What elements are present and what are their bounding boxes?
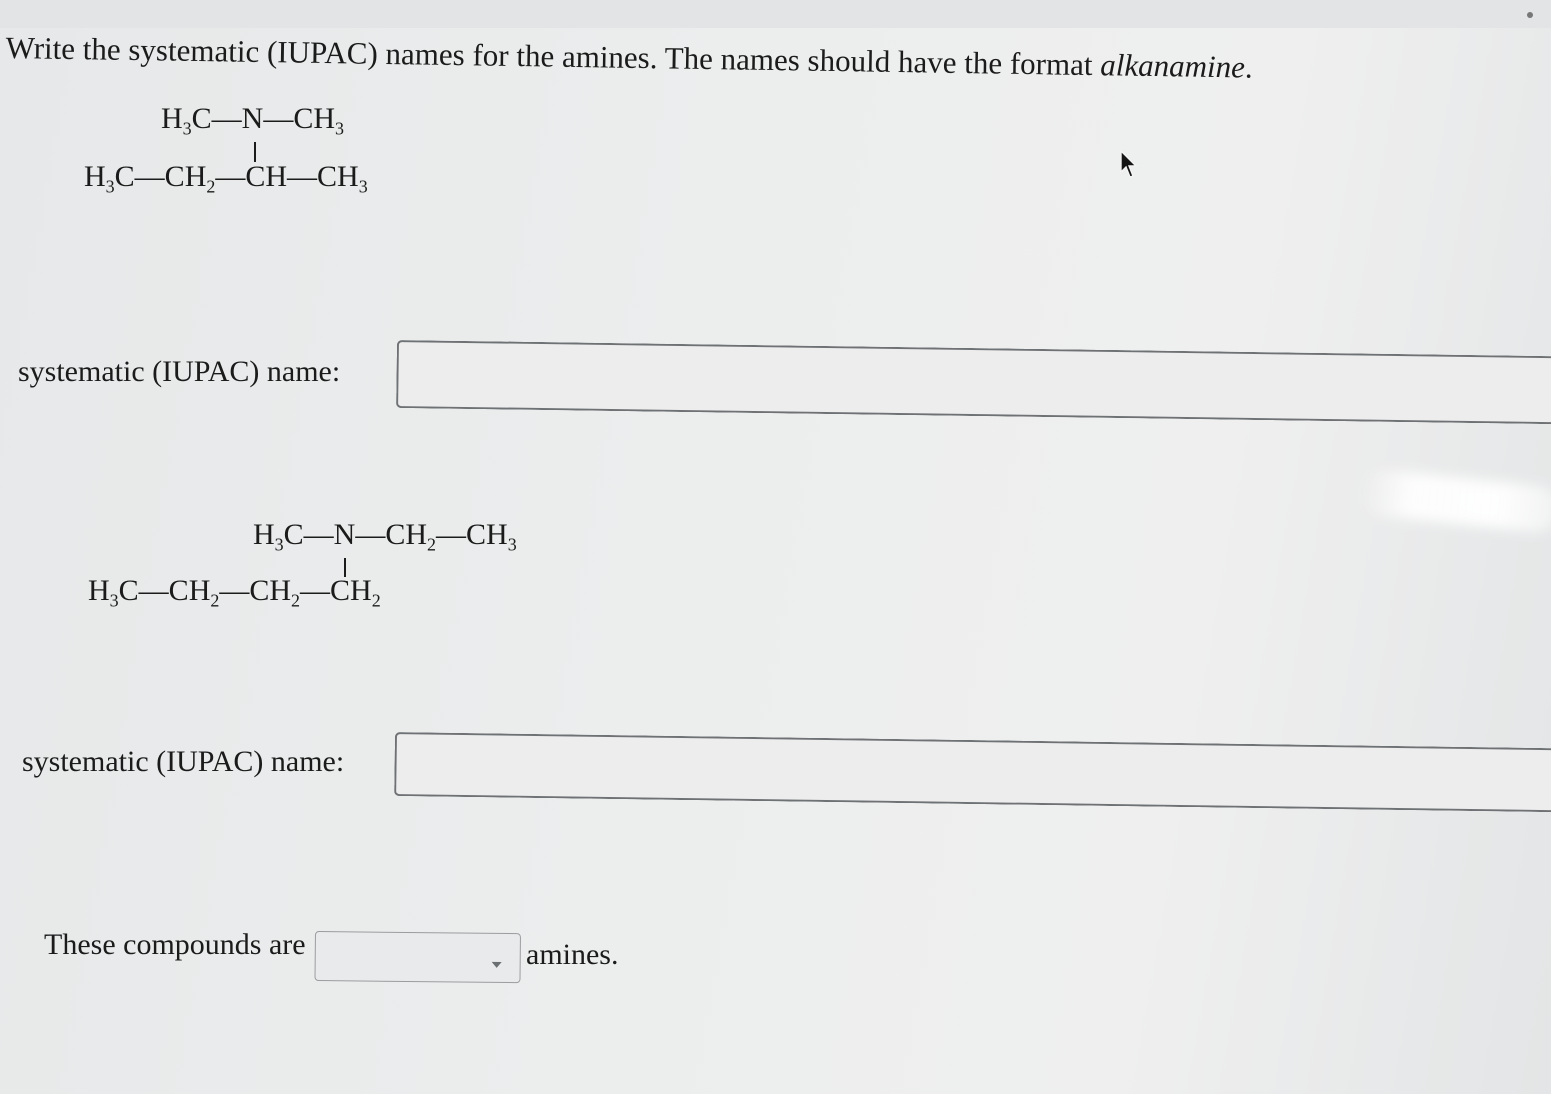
corner-dot <box>1527 12 1533 18</box>
instruction-format: alkanamine <box>1100 47 1246 85</box>
instruction-text: Write the systematic (IUPAC) names for the amines. The names should have the format <box>5 30 1101 83</box>
classification-suffix: amines. <box>526 938 619 971</box>
top-strip <box>0 0 1551 28</box>
compound2-chain-row: $H_3C—CH_2—CH_2—CH_2$ <box>88 574 381 611</box>
compound2-nitrogen-row: $H_3C—N—CH_2—CH_3$ <box>253 518 517 555</box>
classification-prefix: These compounds are <box>44 928 306 961</box>
compound1-vertical-bond <box>254 142 256 162</box>
compound1-structure <box>84 102 384 212</box>
compound1-nitrogen-row: $H_3C—N—CH_3$ <box>161 102 345 139</box>
compound2-name-label: systematic (IUPAC) name: <box>22 745 345 778</box>
mouse-pointer-icon <box>1119 150 1141 182</box>
chevron-down-icon <box>492 962 502 968</box>
compound1-chain-row: $H_3C—CH_2—CH—CH_3$ <box>84 160 368 197</box>
compound2-structure <box>88 518 528 628</box>
instruction-period: . <box>1244 49 1253 85</box>
amine-type-dropdown[interactable] <box>314 931 521 983</box>
compound1-name-label: systematic (IUPAC) name: <box>18 355 341 388</box>
